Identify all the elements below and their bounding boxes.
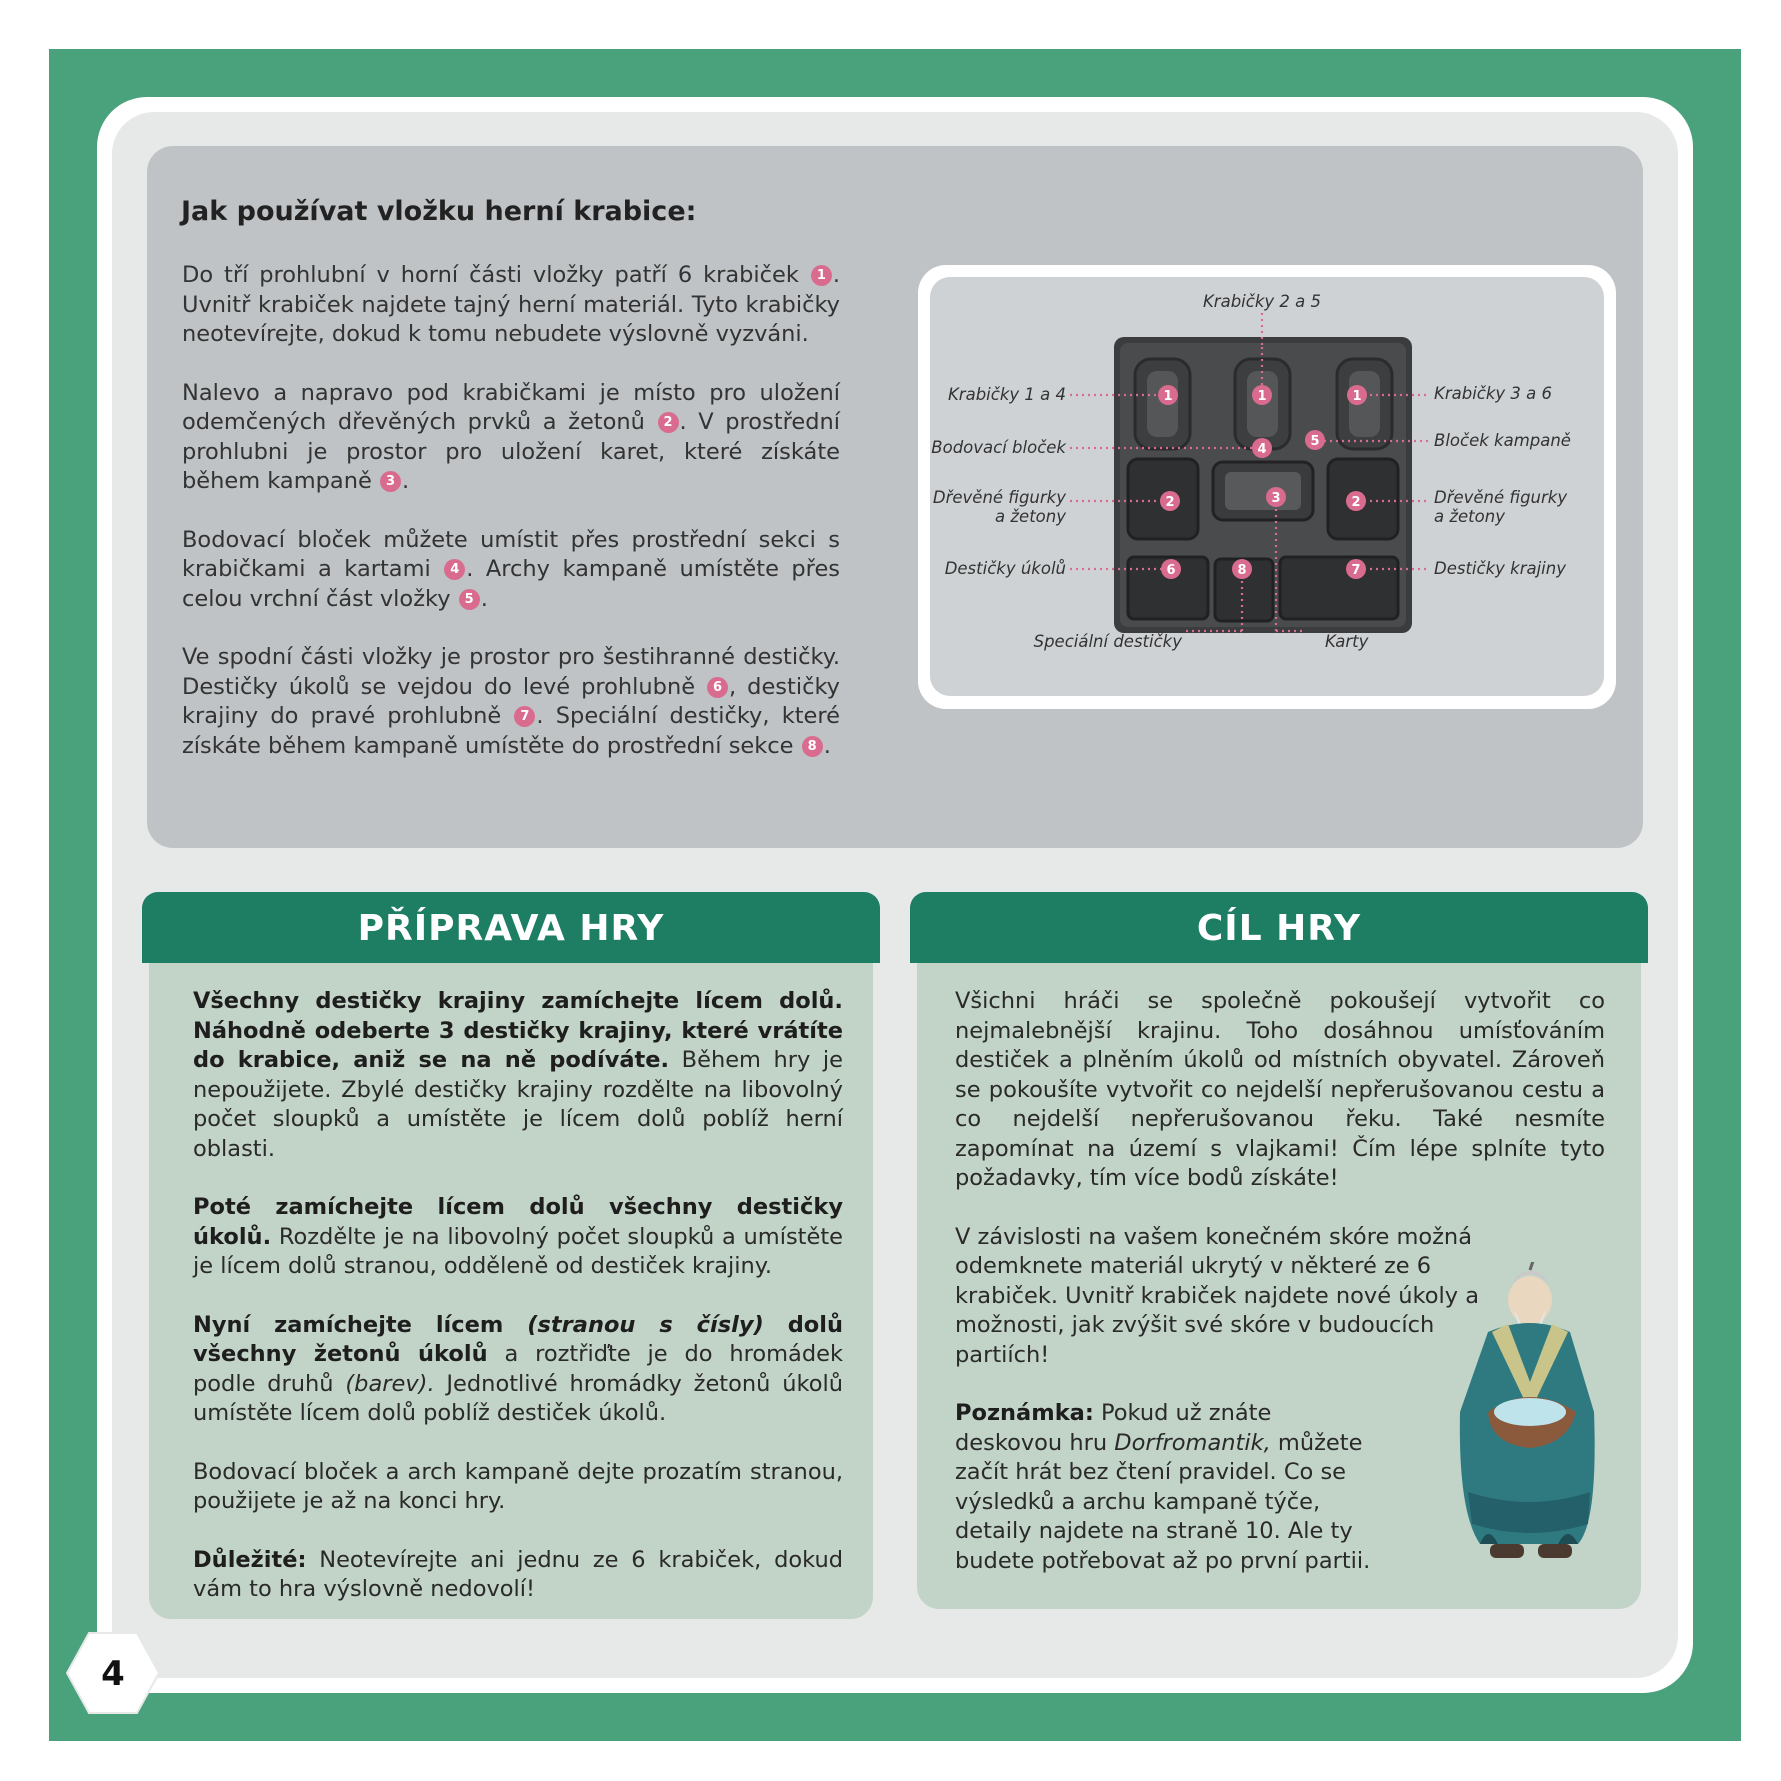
goal-paragraph-2: V závislosti na vašem konečném skóre možná odemknete materiál ukrytý v některé ze 6 krabiček. Uvnitř krabiček najdete nové úkoly a možnosti, jak zvýšit své skóre v budoucích partiích! [955, 1223, 1480, 1368]
label-right-3a: Dřevěné figurky [1434, 488, 1568, 507]
insert-title: Jak používat vložku herní krabice: [181, 196, 697, 227]
label-left-4: Destičky úkolů [944, 559, 1066, 578]
insert-paragraph-2: Nalevo a napravo pod krabičkami je místo pro uložení odemčených dřevěných prvků a žetonů 2 . V prostřední prohlubni je prostor pro uložení karet, které získáte během kampaně 3 . [182, 379, 840, 494]
insert-text [182, 261, 840, 790]
marker-badge: 4 [444, 559, 465, 580]
svg-text:2: 2 [1351, 495, 1361, 510]
compartment-landscape-tiles [1280, 557, 1398, 619]
marker-badge: 5 [459, 589, 480, 610]
label-right-3b: a žetony [1434, 507, 1505, 526]
marker-3 [1266, 487, 1286, 507]
svg-text:1: 1 [1352, 389, 1362, 404]
marker-7 [1346, 559, 1366, 579]
setup-paragraph-4: Bodovací bloček a arch kampaně dejte prozatím stranou, použijete je až na konci hry. [193, 1458, 843, 1514]
label-right-2: Bloček kampaně [1434, 431, 1571, 450]
svg-text:6: 6 [1166, 563, 1176, 578]
marker-8 [1232, 559, 1252, 579]
setup-paragraph-5: Důležité: Neotevírejte ani jednu ze 6 krabiček, dokud vám to hra výslovně nedovolí! [193, 1546, 843, 1602]
svg-text:1: 1 [1163, 389, 1173, 404]
marker-badge: 1 [811, 265, 832, 286]
box-insert-diagram [930, 277, 1604, 696]
marker-badge: 7 [514, 706, 535, 727]
label-right-1: Krabičky 3 a 6 [1434, 384, 1553, 403]
marker-5 [1305, 430, 1325, 450]
marker-2-left [1160, 491, 1180, 511]
label-bottom-1: Speciální destičky [1033, 632, 1182, 651]
label-right-4: Destičky krajiny [1434, 559, 1566, 578]
marker-badge: 6 [707, 677, 728, 698]
insert-paragraph-3: Bodovací bloček můžete umístit přes prostřední sekci s krabičkami a kartami 4 . Archy kampaně umístěte přes celou vrchní část vložky 5 . [182, 526, 841, 612]
marker-badge: 8 [802, 736, 823, 757]
marker-badge: 2 [658, 412, 679, 433]
marker-1-middle [1252, 385, 1272, 405]
goal-paragraph-1: Všichni hráči se společně pokoušejí vytvořit co nejmalebnější krajinu. Toho dosáhnou umísťováním destiček a plněním úkolů od místních obyvatel. Zároveň se pokoušíte vytvořit co nejdelší nepřerušovanou cestu a co nejdelší nepřerušovanou řeku. Také nesmíte zapomínat na území s vlajkami! Čím lépe splníte tyto požadavky, tím více bodů získáte! [955, 988, 1605, 1191]
svg-text:8: 8 [1237, 563, 1247, 578]
svg-text:1: 1 [1257, 389, 1267, 404]
marker-1-right [1347, 385, 1367, 405]
insert-paragraph-1: Do tří prohlubní v horní části vložky patří 6 krabiček 1 . Uvnitř krabiček najdete tajný herní materiál. Tyto krabičky neotevírejte, dokud k tomu nebudete výslovně vyzváni. [182, 262, 840, 347]
compartment-box-left-inner [1147, 371, 1178, 437]
page-number: 4 [101, 1654, 125, 1694]
setup-paragraph-3: Nyní zamíchejte lícem (stranou s čísly) dolů všechny žetonů úkolů a roztřiďte je do hromádek podle druhů (barev). Jednotlivé hromádky žetonů úkolů umístěte lícem dolů poblíž destiček úkolů. [193, 1311, 844, 1426]
marker-badge: 3 [380, 471, 401, 492]
label-left-3a: Dřevěné figurky [932, 488, 1066, 507]
label-left-2: Bodovací bloček [931, 438, 1066, 457]
svg-text:7: 7 [1351, 563, 1361, 578]
setup-body [149, 963, 873, 1619]
marker-2-right [1346, 491, 1366, 511]
label-left-1: Krabičky 1 a 4 [947, 385, 1066, 404]
label-bottom-2: Karty [1325, 632, 1369, 651]
svg-text:4: 4 [1257, 442, 1267, 457]
svg-text:5: 5 [1310, 434, 1320, 449]
label-left-3b: a žetony [995, 507, 1066, 526]
label-top: Krabičky 2 a 5 [1202, 292, 1322, 311]
setup-paragraph-2: Poté zamíchejte lícem dolů všechny destičky úkolů. Rozdělte je na libovolný počet sloupků a umístěte je lícem dolů stranou, odděleně od destiček krajiny. [193, 1194, 843, 1279]
marker-6 [1161, 559, 1181, 579]
svg-text:3: 3 [1271, 491, 1281, 506]
marker-1-left [1158, 385, 1178, 405]
compartment-cards-inner [1225, 472, 1301, 510]
setup-title: PŘÍPRAVA HRY [142, 892, 880, 963]
insert-paragraph-4: Ve spodní části vložky je prostor pro šestihranné destičky. Destičky úkolů se vejdou do levé prohlubně 6 , destičky krajiny do pravé prohlubně 7 . Speciální destičky, které získáte během kampaně umístěte do prostřední sekce 8 . [182, 644, 840, 759]
svg-text:2: 2 [1165, 495, 1175, 510]
setup-text [193, 987, 843, 1634]
goal-title: CÍL HRY [910, 892, 1648, 963]
setup-paragraph-1: Všechny destičky krajiny zamíchejte lícem dolů. Náhodně odeberte 3 destičky krajiny, které vrátíte do krabice, aniž se na ně podíváte. Během hry je nepoužijete. Zbylé destičky krajiny rozdělte na libovolný počet sloupků a umístěte je lícem dolů poblíž herní oblasti. [193, 988, 843, 1162]
goal-note: Poznámka: Pokud už znáte deskovou hru Dorfromantik, můžete začít hrát bez čtení pravidel. Co se výsledků a archu kampaně týče, detaily najdete na straně 10. Ale ty budete potřebovat až po první partii. [955, 1400, 1371, 1574]
elder-character-illustration [1418, 1262, 1614, 1572]
marker-4 [1252, 438, 1272, 458]
